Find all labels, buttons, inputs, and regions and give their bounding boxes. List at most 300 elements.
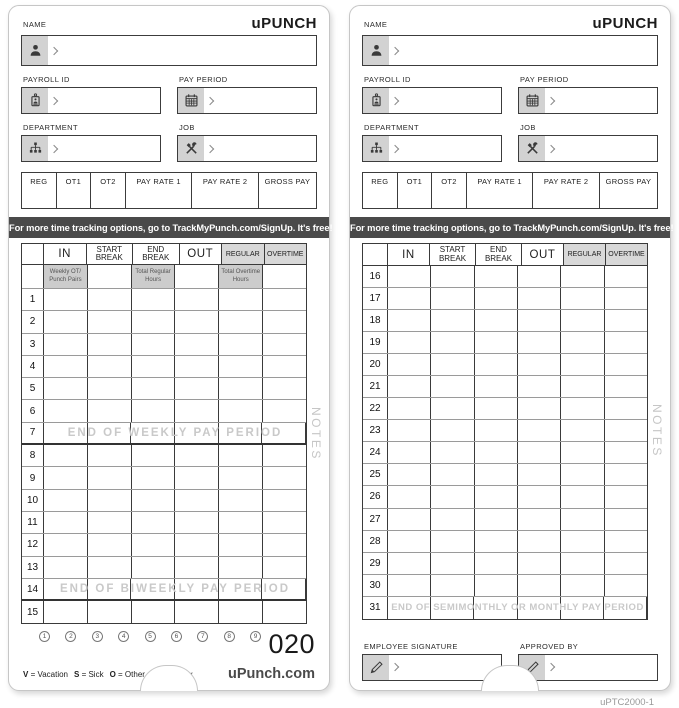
day-row-7	[22, 423, 306, 445]
department-field[interactable]	[362, 135, 502, 162]
punch-cell[interactable]	[518, 376, 561, 397]
punch-cell[interactable]	[518, 354, 561, 375]
punch-cell[interactable]	[518, 553, 561, 574]
punch-cell[interactable]	[175, 445, 219, 466]
punch-cell[interactable]	[518, 442, 561, 463]
chevron-right-icon	[391, 144, 399, 152]
job-label: JOB	[179, 123, 195, 132]
chevron-right-icon	[391, 46, 399, 54]
punch-cell[interactable]	[431, 420, 474, 441]
punch-cell[interactable]	[131, 423, 175, 443]
pay-summary-col-gross: GROSS PAY	[605, 177, 652, 186]
name-field[interactable]	[362, 35, 658, 66]
punch-cell[interactable]	[219, 512, 263, 533]
punch-cell[interactable]	[88, 289, 132, 310]
punch-cell[interactable]	[518, 597, 561, 619]
day-row-31	[363, 597, 647, 619]
punch-cell[interactable]	[44, 423, 88, 443]
punch-cell[interactable]	[518, 575, 561, 596]
punch-cell[interactable]	[132, 490, 176, 511]
pay-period-marker: END OF BIWEEKLY PAY PERIOD	[59, 583, 291, 595]
punch-position-9: 9	[250, 631, 261, 642]
day-number: 16	[363, 266, 388, 287]
day-row-6	[22, 400, 306, 422]
punch-cell[interactable]	[88, 378, 132, 399]
punch-cell[interactable]	[175, 400, 219, 421]
name-label: NAME	[23, 20, 47, 29]
punch-cell[interactable]	[388, 486, 431, 507]
punch-cell[interactable]	[175, 512, 219, 533]
punch-cell[interactable]	[175, 311, 219, 332]
punch-cell[interactable]	[518, 266, 561, 287]
punch-cell[interactable]	[132, 445, 176, 466]
department-label: DEPARTMENT	[364, 123, 419, 132]
punch-cell[interactable]	[561, 531, 604, 552]
legend-item-vacation: V = Vacation	[23, 669, 68, 679]
punch-cell[interactable]	[263, 601, 306, 623]
punch-position-5: 5	[145, 631, 156, 642]
punch-cell[interactable]	[605, 398, 647, 419]
day-number: 12	[22, 534, 44, 555]
punch-cell[interactable]	[475, 310, 518, 331]
col-regular: REGULAR	[222, 244, 265, 264]
punch-cell[interactable]	[431, 575, 474, 596]
punch-cell[interactable]	[132, 356, 176, 377]
punch-cell[interactable]	[431, 354, 474, 375]
punch-cell[interactable]	[431, 486, 474, 507]
punch-cell[interactable]	[263, 334, 306, 355]
payroll-id-label: PAYROLL ID	[23, 75, 70, 84]
punch-cell[interactable]	[44, 557, 88, 578]
day-number: 31	[363, 597, 388, 619]
punch-cell[interactable]	[561, 575, 604, 596]
punch-cell[interactable]	[175, 423, 219, 443]
pay-summary-col-ot2: OT2	[91, 173, 126, 208]
punch-cell[interactable]	[604, 597, 647, 619]
punch-cell[interactable]	[175, 534, 219, 555]
day-row-28	[363, 531, 647, 553]
card-back-head	[350, 6, 670, 162]
pencil-icon	[363, 655, 389, 680]
punch-cell[interactable]	[88, 423, 132, 443]
punch-cell[interactable]	[561, 266, 604, 287]
day-number: 30	[363, 575, 388, 596]
punch-cell[interactable]	[219, 601, 263, 623]
day-row-14	[22, 579, 306, 601]
punch-cell[interactable]	[431, 266, 474, 287]
day-number: 22	[363, 398, 388, 419]
punch-cell[interactable]	[475, 420, 518, 441]
punch-cell[interactable]	[88, 311, 132, 332]
punch-cell[interactable]	[605, 509, 647, 530]
punch-cell[interactable]	[262, 579, 306, 599]
employee-signature-label: EMPLOYEE SIGNATURE	[364, 641, 458, 651]
punch-position-8: 8	[224, 631, 235, 642]
punch-cell[interactable]	[605, 575, 647, 596]
upunch-logo: uPUNCH	[592, 15, 658, 32]
punch-cell[interactable]	[474, 597, 517, 619]
day-number: 3	[22, 334, 44, 355]
col-overtime: OVERTIME	[606, 244, 647, 265]
punch-cell[interactable]	[175, 378, 219, 399]
pay-summary-col-gross: GROSS PAY	[264, 177, 311, 186]
punch-cell[interactable]	[561, 442, 604, 463]
punch-cell[interactable]	[605, 531, 647, 552]
punch-cell[interactable]	[605, 266, 647, 287]
punch-cell[interactable]	[561, 288, 604, 309]
punch-cell[interactable]	[219, 557, 263, 578]
tools-icon	[519, 136, 545, 161]
punch-cell[interactable]	[263, 445, 306, 466]
chevron-right-icon	[391, 96, 399, 104]
punch-cell[interactable]	[219, 445, 263, 466]
punch-cell[interactable]	[475, 398, 518, 419]
punch-cell[interactable]	[132, 467, 176, 488]
day-number: 1	[22, 289, 44, 310]
punch-cell[interactable]	[518, 398, 561, 419]
pay-period-label: PAY PERIOD	[520, 75, 569, 84]
punch-cell[interactable]	[44, 378, 88, 399]
punch-cell[interactable]	[431, 553, 474, 574]
day-number: 14	[22, 579, 44, 599]
punch-cell[interactable]	[388, 398, 431, 419]
job-field[interactable]	[518, 135, 658, 162]
upunch-logo: uPUNCH	[251, 15, 317, 32]
punch-cell[interactable]	[605, 332, 647, 353]
day-row-5	[22, 378, 306, 400]
pay-summary-col-rate1: PAY RATE 1	[126, 173, 193, 208]
punch-cell[interactable]	[263, 378, 306, 399]
day-number: 6	[22, 400, 44, 421]
col-overtime: OVERTIME	[265, 244, 307, 264]
pay-summary-table	[362, 172, 658, 209]
punch-cell[interactable]	[88, 557, 132, 578]
punch-cell[interactable]	[263, 490, 306, 511]
punch-cell[interactable]	[605, 288, 647, 309]
punch-cell[interactable]	[475, 575, 518, 596]
time-table-header	[22, 244, 306, 265]
punch-cell[interactable]	[262, 423, 306, 443]
subheader-weekly-ot: Weekly OT/ Punch Pairs	[44, 265, 88, 288]
punch-cell[interactable]	[175, 289, 219, 310]
model-number: uPTC2000-1	[600, 696, 654, 708]
punch-cell[interactable]	[561, 376, 604, 397]
punch-cell[interactable]	[475, 486, 518, 507]
punch-cell[interactable]	[44, 579, 88, 599]
punch-cell[interactable]	[388, 376, 431, 397]
punch-cell[interactable]	[263, 311, 306, 332]
punch-cell[interactable]	[44, 356, 88, 377]
punch-cell[interactable]	[219, 467, 263, 488]
day-number: 20	[363, 354, 388, 375]
legend-item-sick: S = Sick	[74, 669, 104, 679]
approved-by-label: APPROVED BY	[520, 641, 579, 651]
legend-item-other: O = Other	[109, 669, 145, 679]
punch-cell[interactable]	[132, 512, 176, 533]
punch-cell[interactable]	[475, 354, 518, 375]
punch-cell[interactable]	[88, 512, 132, 533]
payroll-id-field[interactable]	[362, 87, 502, 114]
punch-cell[interactable]	[263, 557, 306, 578]
punch-cell[interactable]	[431, 310, 474, 331]
punch-cell[interactable]	[263, 289, 306, 310]
punch-cell[interactable]	[219, 400, 263, 421]
employee-signature-field[interactable]	[362, 654, 502, 681]
punch-cell[interactable]	[561, 597, 604, 619]
punch-cell[interactable]	[132, 289, 176, 310]
promo-banner: For more time tracking options, go to TrackMyPunch.com/SignUp. It's free!	[350, 217, 670, 238]
punch-cell[interactable]	[388, 531, 431, 552]
punch-cell[interactable]	[431, 398, 474, 419]
punch-cell[interactable]	[263, 467, 306, 488]
punch-cell[interactable]	[219, 289, 263, 310]
punch-cell[interactable]	[475, 509, 518, 530]
promo-banner: For more time tracking options, go to TrackMyPunch.com/SignUp. It's free!	[9, 217, 329, 238]
punch-cell[interactable]	[475, 464, 518, 485]
day-row-18	[363, 310, 647, 332]
pay-period-marker: END OF SEMIMONTHLY OR MONTHLY PAY PERIOD	[391, 602, 644, 614]
punch-cell[interactable]	[263, 400, 306, 421]
punch-cell[interactable]	[44, 445, 88, 466]
punch-cell[interactable]	[175, 557, 219, 578]
punch-cell[interactable]	[388, 310, 431, 331]
punch-cell[interactable]	[88, 490, 132, 511]
day-row-25	[363, 464, 647, 486]
punch-cell[interactable]	[88, 467, 132, 488]
punch-cell[interactable]	[518, 531, 561, 552]
pay-summary-col-rate2: PAY RATE 2	[533, 173, 600, 208]
punch-cell[interactable]	[263, 534, 306, 555]
punch-cell[interactable]	[44, 490, 88, 511]
punch-cell[interactable]	[561, 486, 604, 507]
punch-cell[interactable]	[219, 423, 263, 443]
punch-cell[interactable]	[88, 579, 132, 599]
punch-cell[interactable]	[605, 486, 647, 507]
punch-cell[interactable]	[219, 490, 263, 511]
pay-summary-col-reg: REG	[22, 173, 57, 208]
punch-cell[interactable]	[132, 311, 176, 332]
punch-cell[interactable]	[561, 398, 604, 419]
day-row-30	[363, 575, 647, 597]
punch-cell[interactable]	[263, 356, 306, 377]
punch-cell[interactable]	[475, 332, 518, 353]
punch-cell[interactable]	[263, 512, 306, 533]
pay-summary-col-ot1: OT1	[57, 173, 92, 208]
job-label: JOB	[520, 123, 536, 132]
punch-cell[interactable]	[388, 575, 431, 596]
department-field[interactable]	[21, 135, 161, 162]
pay-period-label: PAY PERIOD	[179, 75, 228, 84]
punch-cell[interactable]	[219, 356, 263, 377]
day-number: 24	[363, 442, 388, 463]
punch-cell[interactable]	[605, 310, 647, 331]
punch-cell[interactable]	[475, 266, 518, 287]
punch-cell[interactable]	[388, 354, 431, 375]
chevron-right-icon	[206, 96, 214, 104]
punch-cell[interactable]	[44, 289, 88, 310]
punch-cell[interactable]	[431, 376, 474, 397]
punch-cell[interactable]	[561, 310, 604, 331]
pay-summary-col-rate1: PAY RATE 1	[467, 173, 534, 208]
punch-cell[interactable]	[44, 400, 88, 421]
day-row-23	[363, 420, 647, 442]
punch-cell[interactable]	[431, 288, 474, 309]
punch-cell[interactable]	[175, 490, 219, 511]
punch-cell[interactable]	[388, 332, 431, 353]
day-row-16	[363, 266, 647, 288]
punch-cell[interactable]	[132, 334, 176, 355]
punch-cell[interactable]	[132, 378, 176, 399]
punch-cell[interactable]	[605, 420, 647, 441]
time-card-back	[349, 5, 674, 708]
punch-cell[interactable]	[605, 442, 647, 463]
person-icon	[363, 36, 389, 65]
punch-cell[interactable]	[44, 534, 88, 555]
punch-cell[interactable]	[561, 509, 604, 530]
punch-cell[interactable]	[561, 420, 604, 441]
day-column-header	[22, 244, 44, 264]
punch-cell[interactable]	[431, 531, 474, 552]
punch-cell[interactable]	[475, 531, 518, 552]
punch-cell[interactable]	[219, 378, 263, 399]
punch-cell[interactable]	[175, 334, 219, 355]
punch-cell[interactable]	[88, 400, 132, 421]
punch-cell[interactable]	[431, 464, 474, 485]
day-number: 9	[22, 467, 44, 488]
punch-cell[interactable]	[88, 601, 132, 623]
punch-cell[interactable]	[131, 579, 175, 599]
punch-cell[interactable]	[605, 553, 647, 574]
approved-by-field[interactable]	[518, 654, 658, 681]
punch-cell[interactable]	[388, 266, 431, 287]
payroll-id-field[interactable]	[21, 87, 161, 114]
punch-cell[interactable]	[431, 597, 474, 619]
punch-cell[interactable]	[175, 601, 219, 623]
punch-position-2: 2	[65, 631, 76, 642]
punch-cell[interactable]	[605, 464, 647, 485]
chevron-right-icon	[50, 46, 58, 54]
punch-cell[interactable]	[431, 332, 474, 353]
punch-cell[interactable]	[388, 597, 431, 619]
id-badge-icon	[22, 88, 48, 113]
punch-cell[interactable]	[518, 420, 561, 441]
punch-cell[interactable]	[132, 601, 176, 623]
punch-cell[interactable]	[44, 334, 88, 355]
pay-summary-col-rate2: PAY RATE 2	[192, 173, 259, 208]
day-number: 19	[363, 332, 388, 353]
punch-cell[interactable]	[132, 534, 176, 555]
punch-cell[interactable]	[132, 400, 176, 421]
punch-cell[interactable]	[44, 311, 88, 332]
punch-cell[interactable]	[219, 311, 263, 332]
punch-cell[interactable]	[175, 579, 219, 599]
punch-cell[interactable]	[219, 579, 263, 599]
notes-label: NOTES	[309, 406, 323, 461]
punch-cell[interactable]	[219, 334, 263, 355]
chevron-right-icon	[391, 663, 399, 671]
punch-cell[interactable]	[561, 332, 604, 353]
punch-cell[interactable]	[388, 288, 431, 309]
punch-cell[interactable]	[132, 557, 176, 578]
col-end-break: END BREAK	[133, 244, 180, 264]
punch-position-3: 3	[92, 631, 103, 642]
pay-period-field[interactable]	[177, 87, 317, 114]
pay-summary-table	[21, 172, 317, 209]
punch-cell[interactable]	[175, 467, 219, 488]
day-column-header	[363, 244, 388, 265]
punch-cell[interactable]	[518, 310, 561, 331]
punch-cell[interactable]	[175, 356, 219, 377]
day-row-9	[22, 467, 306, 489]
punch-position-4: 4	[118, 631, 129, 642]
chevron-right-icon	[50, 144, 58, 152]
punch-cell[interactable]	[518, 486, 561, 507]
chevron-right-icon	[547, 144, 555, 152]
time-table-front	[21, 243, 307, 624]
punch-cell[interactable]	[475, 376, 518, 397]
col-out: OUT	[180, 244, 223, 264]
pay-period-field[interactable]	[518, 87, 658, 114]
day-number: 15	[22, 601, 44, 623]
punch-cell[interactable]	[431, 442, 474, 463]
day-number: 13	[22, 557, 44, 578]
day-number: 8	[22, 445, 44, 466]
punch-cell[interactable]	[388, 464, 431, 485]
col-in: IN	[388, 244, 430, 265]
punch-cell[interactable]	[88, 356, 132, 377]
day-number: 21	[363, 376, 388, 397]
punch-cell[interactable]	[44, 512, 88, 533]
punch-cell[interactable]	[475, 553, 518, 574]
punch-cell[interactable]	[518, 464, 561, 485]
job-field[interactable]	[177, 135, 317, 162]
punch-cell[interactable]	[88, 534, 132, 555]
punch-cell[interactable]	[561, 354, 604, 375]
punch-cell[interactable]	[44, 601, 88, 623]
day-number: 7	[22, 423, 44, 443]
punch-cell[interactable]	[388, 553, 431, 574]
day-row-24	[363, 442, 647, 464]
punch-cell[interactable]	[44, 467, 88, 488]
name-field[interactable]	[21, 35, 317, 66]
punch-cell[interactable]	[219, 534, 263, 555]
punch-cell[interactable]	[605, 376, 647, 397]
subheader-total-overtime: Total Overtime Hours	[219, 265, 263, 288]
day-number: 27	[363, 509, 388, 530]
punch-cell[interactable]	[561, 464, 604, 485]
day-number: 28	[363, 531, 388, 552]
card-number: 020	[268, 629, 315, 660]
punch-cell[interactable]	[518, 332, 561, 353]
name-label: NAME	[364, 20, 388, 29]
punch-cell[interactable]	[475, 442, 518, 463]
tools-icon	[178, 136, 204, 161]
punch-cell[interactable]	[518, 288, 561, 309]
punch-cell[interactable]	[475, 288, 518, 309]
punch-cell[interactable]	[431, 509, 474, 530]
org-chart-icon	[22, 136, 48, 161]
col-start-break: START BREAK	[87, 244, 134, 264]
punch-cell[interactable]	[518, 509, 561, 530]
punch-cell[interactable]	[88, 334, 132, 355]
punch-cell[interactable]	[388, 420, 431, 441]
punch-cell[interactable]	[561, 553, 604, 574]
punch-cell[interactable]	[388, 442, 431, 463]
punch-cell[interactable]	[88, 445, 132, 466]
punch-cell[interactable]	[605, 354, 647, 375]
punch-cell[interactable]	[388, 509, 431, 530]
day-row-17	[363, 288, 647, 310]
